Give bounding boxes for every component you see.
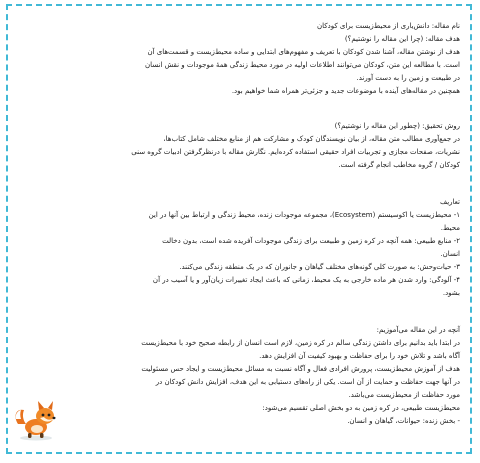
definition-line: انسان. <box>440 250 460 258</box>
conclusion-line: محیط‌زیست طبیعی، در کره زمین به دو بخش اصلی تقسیم می‌شود: <box>262 404 460 412</box>
conclusion-line: آگاه باشد و تلاش خود را برای حفاظت و بهبود کیفیت آن افزایش دهد. <box>259 352 460 360</box>
definition-line: محیط. <box>440 224 460 232</box>
purpose-heading: هدف مقاله: (چرا این مقاله را نوشتیم؟) <box>344 35 460 43</box>
method-heading: روش تحقیق: (چطور این مقاله را نوشتیم؟) <box>334 122 460 130</box>
conclusion-heading: آنچه در این مقاله می‌آموزیم: <box>376 326 460 334</box>
definition-line: بشود. <box>442 289 460 297</box>
definition-line: ۲- منابع طبیعی: همه آنچه در کره زمین و طبیعت برای زندگی موجودات آفریده شده است، بدون دخالت <box>162 237 460 245</box>
method-line: در جمع‌آوری مطالب متن مقاله، از بیان نویسندگان کودک و مشارکت هم از منابع مختلف شامل کتاب‌ها، <box>163 135 460 143</box>
conclusion-line: مورد حفاظت از محیط‌زیست می‌باشد. <box>348 391 460 399</box>
definitions-heading: تعاریف <box>439 198 460 206</box>
definition-line: ۱- محیط‌زیست یا اکوسیستم (Ecosystem)، مجموعه موجودات زنده، محیط زندگی و ارتباط بین آنها در این <box>148 211 460 219</box>
method-line: کودکان / گروه مخاطب انجام گرفته است. <box>338 161 460 169</box>
definition-line: ۳- حیات‌وحش: به صورت کلی گونه‌های مختلف گیاهان و جانوران که در یک منطقه زندگی می‌کنند. <box>179 263 460 271</box>
conclusion-line: در آنها جهت حفاظت و حمایت از آن است. یکی از راه‌های دستیابی به این هدف، افزایش دانش کودکان در <box>155 378 460 386</box>
method-line: نشریات، صفحات مجازی و تجربیات افراد حقیقی استفاده کرده‌ایم. نگارش مقاله با درنظرگرفتن ادبیات گروه سنی <box>131 148 460 156</box>
conclusion-line: هدف از آموزش محیط‌زیست، پرورش افرادی فعال و آگاه نسبت به مسائل محیط‌زیست و ایجاد حس مسئولیت <box>141 365 460 373</box>
article-title: نام مقاله: دانش‌یاری از محیط‌زیست برای کودکان <box>316 22 460 30</box>
purpose-line: هدف از نوشتن مقاله، آشنا شدن کودکان با تعریف و مفهوم‌های ابتدایی و ساده محیط‌زیست و قسمت‌های آن <box>147 48 460 56</box>
conclusion-line: - بخش زنده: حیوانات، گیاهان و انسان. <box>347 417 460 425</box>
purpose-line: همچنین در مقاله‌های آینده با موضوعات جدید و جزئی‌تر همراه شما خواهیم بود. <box>231 87 460 95</box>
article-text <box>62 20 460 428</box>
purpose-line: در طبیعت و زمین را به دست آورند. <box>356 74 460 82</box>
fox-mascot-icon <box>12 398 60 442</box>
definition-line: ۴- آلودگی: وارد شدن هر ماده خارجی به یک محیط، زمانی که باعث ایجاد تغییرات زیان‌آور و یا آسیب در آن <box>152 276 460 284</box>
purpose-line: است. با مطالعه این متن، کودکان می‌توانند اطلاعات اولیه در مورد محیط زندگی همهٔ موجودات و نقش انسان <box>144 61 460 69</box>
conclusion-line: در ابتدا باید بدانیم برای داشتن زندگی سالم در کره زمین، لازم است انسان از رابطه صحیح خود با محیط‌زیست <box>141 339 460 347</box>
